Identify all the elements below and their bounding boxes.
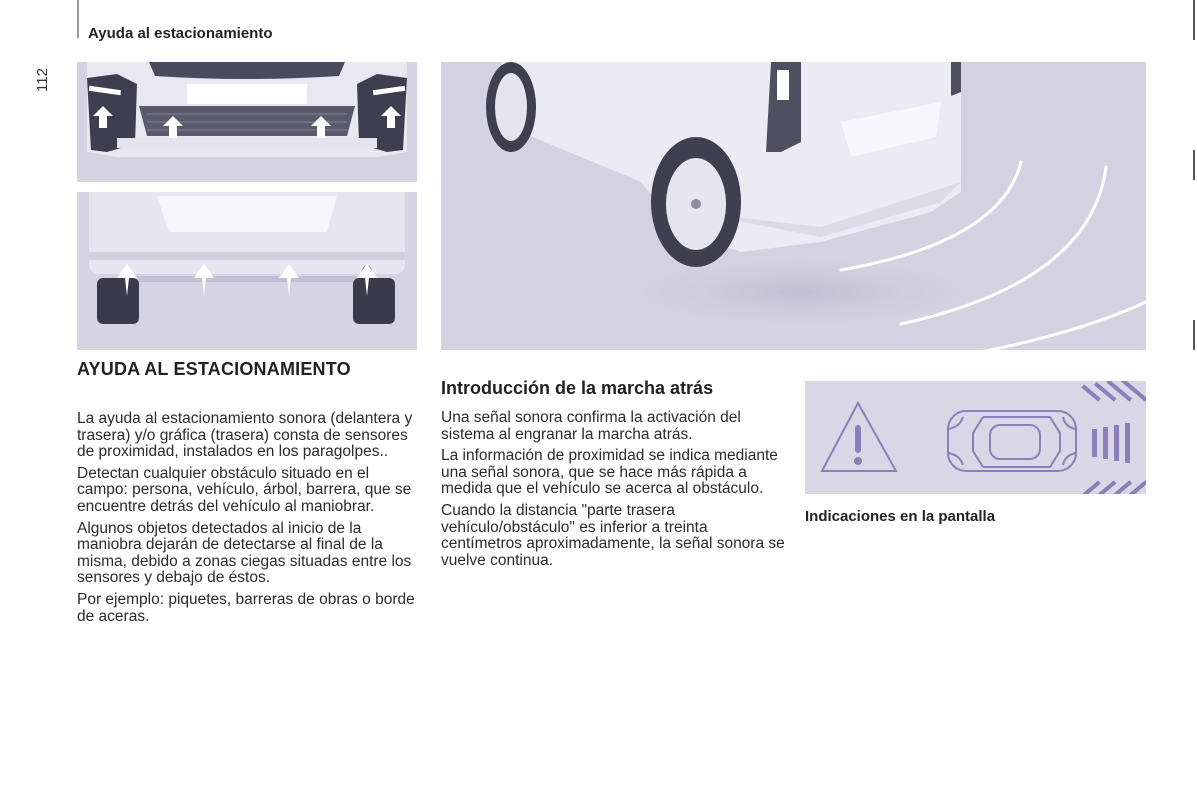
section-title-reverse: Introducción de la marcha atrás [441, 378, 714, 398]
paragraph: La información de proximidad se indica mediante una señal sonora, que se hace más rápida a medida que el vehículo se acerca al obstáculo. [441, 447, 778, 498]
main-body-text [77, 411, 422, 630]
paragraph: La ayuda al estacionamiento sonora (delantera y trasera) y/o gráfica (trasera) consta de sensores de proximidad, instalados en los paragolpes.. [77, 410, 413, 461]
paragraph: Una señal sonora confirma la activación del sistema al engranar la marcha atrás. [441, 409, 741, 443]
rear-bumper-image [77, 192, 417, 350]
front-bumper-image [77, 62, 417, 182]
display-caption: Indicaciones en la pantalla [805, 508, 996, 525]
header-rule [77, 0, 79, 38]
page-number: 112 [34, 68, 51, 92]
section-title-main: AYUDA AL ESTACIONAMIENTO [77, 359, 351, 379]
display-indications-image [805, 381, 1146, 494]
page-edge-mark [1193, 320, 1195, 350]
page-edge-mark [1193, 0, 1195, 40]
running-head: Ayuda al estacionamiento [88, 25, 273, 42]
paragraph: Detectan cualquier obstáculo situado en el campo: persona, vehículo, árbol, barrera, que se encuentre detrás del vehículo al maniobrar. [77, 464, 412, 515]
paragraph: Algunos objetos detectados al inicio de la maniobra dejarán de detectarse al final de la misma, debido a zonas ciegas situadas entre los sensores y debajo de éstos. [77, 519, 412, 587]
page-edge-mark [1193, 150, 1195, 180]
reverse-body-text [441, 410, 791, 574]
paragraph: Por ejemplo: piquetes, barreras de obras o borde de aceras. [77, 590, 415, 625]
van-reversing-image [441, 62, 1146, 350]
paragraph: Cuando la distancia "parte trasera vehículo/obstáculo" es inferior a treinta centímetros aproximadamente, la señal sonora se vuelve continua. [441, 501, 785, 569]
